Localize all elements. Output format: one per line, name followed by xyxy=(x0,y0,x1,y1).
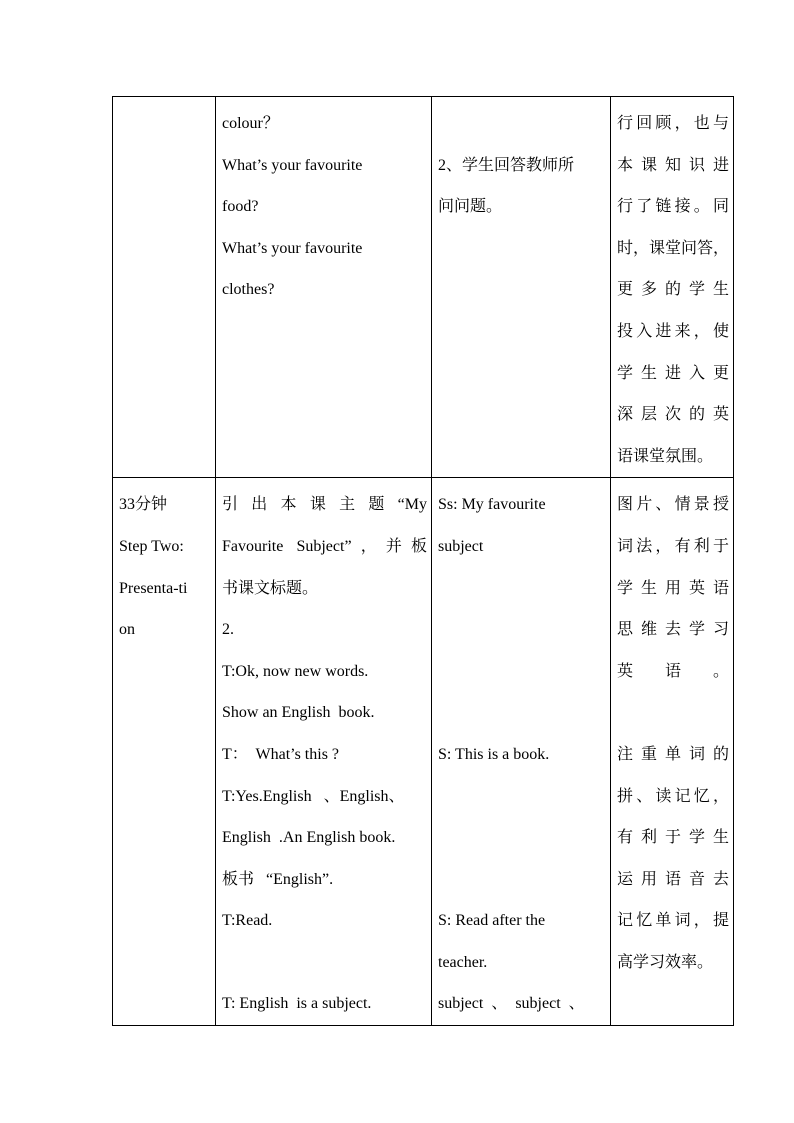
teacher-activity-cell xyxy=(216,97,432,478)
cell-text-line: 深层次的英 xyxy=(617,406,729,424)
cell-text-line: 行回顾，也与 xyxy=(617,115,729,132)
cell-text-line: 板书 “English”. xyxy=(222,870,334,888)
cell-text-line xyxy=(438,776,606,818)
cell-text-line: T:Yes.English 、English、 xyxy=(222,787,405,805)
cell-text-line: 英语。 xyxy=(617,662,729,680)
cell-text-line: 拼、读记忆， xyxy=(617,787,729,805)
cell-text-line: Show an English book. xyxy=(222,704,375,722)
cell-text-line: teacher. xyxy=(438,953,488,971)
cell-text-line: What’s your favourite xyxy=(222,156,363,174)
cell-text-line: S: This is a book. xyxy=(438,745,550,763)
cell-text-line xyxy=(438,568,606,610)
cell-text-line: food? xyxy=(222,198,259,216)
cell-text-line: on xyxy=(119,621,135,639)
table-row xyxy=(113,478,734,1026)
cell-text-line: subject xyxy=(438,537,484,555)
cell-text-line: 2、学生回答教师所 xyxy=(438,156,575,174)
cell-text-line: T： What’s this ? xyxy=(222,745,340,763)
cell-text-line: colour？ xyxy=(222,115,279,132)
cell-text-line: 书课文标题。 xyxy=(222,579,319,597)
cell-text-line: Ss: My favourite xyxy=(438,496,546,514)
design-intent-cell xyxy=(611,478,734,1026)
table-row xyxy=(113,97,734,478)
cell-text-line: 学生用英语 xyxy=(617,579,729,597)
cell-text-line: What’s your favourite xyxy=(222,239,363,257)
cell-text-line xyxy=(438,859,606,901)
cell-text-line: 问问题。 xyxy=(438,198,503,216)
cell-text-line xyxy=(438,609,606,651)
cell-text-line: 记忆单词，提 xyxy=(617,912,729,930)
cell-text-line: 高学习效率。 xyxy=(617,953,714,971)
cell-text-line: 投入进来，使 xyxy=(617,322,729,340)
cell-text-line: 本课知识进 xyxy=(617,156,729,174)
cell-text-line xyxy=(617,692,729,734)
cell-text-line: 有利于学生 xyxy=(617,829,729,847)
cell-text-line xyxy=(222,942,427,984)
cell-text-line: 语课堂氛围。 xyxy=(617,447,714,465)
cell-text-line: 思维去学习 xyxy=(617,621,729,639)
cell-text-line: 词法，有利于 xyxy=(617,537,729,555)
cell-text-line: S: Read after the xyxy=(438,912,546,930)
lesson-plan-table xyxy=(112,96,734,1026)
cell-text-line: Favourite Subject”，并板 xyxy=(222,537,427,555)
cell-text-line: 时，课堂问答， xyxy=(617,239,730,257)
cell-text-line: 引 出 本 课 主 题 “My xyxy=(222,496,427,514)
cell-text-line xyxy=(438,651,606,693)
cell-text-line: 2. xyxy=(222,621,234,639)
time-step-cell xyxy=(113,97,216,478)
cell-text-line: clothes? xyxy=(222,281,275,299)
cell-text-line: 运用语音去 xyxy=(617,870,729,888)
cell-text-line: T:Read. xyxy=(222,912,273,930)
cell-text-line: T: English is a subject. xyxy=(222,995,372,1013)
cell-text-line: Presenta-ti xyxy=(119,579,188,597)
cell-text-line xyxy=(438,103,606,145)
cell-text-line: 学生进入更 xyxy=(617,364,729,382)
cell-text-line xyxy=(438,817,606,859)
cell-text-line: 行了链接。同 xyxy=(617,198,729,216)
cell-text-line: 图片、情景授 xyxy=(617,496,729,514)
time-step-cell xyxy=(113,478,216,1026)
cell-text-line: Step Two: xyxy=(119,537,184,555)
cell-text-line: subject 、 subject 、 xyxy=(438,995,585,1013)
cell-text-line: English .An English book. xyxy=(222,829,396,847)
design-intent-cell xyxy=(611,97,734,478)
cell-text-line: T:Ok, now new words. xyxy=(222,662,369,680)
student-activity-cell xyxy=(432,478,611,1026)
teacher-activity-cell xyxy=(216,478,432,1026)
cell-text-line xyxy=(438,692,606,734)
student-activity-cell xyxy=(432,97,611,478)
cell-text-line: 33分钟 xyxy=(119,496,168,514)
cell-text-line: 更多的学生 xyxy=(617,281,729,299)
cell-text-line: 注重单词的 xyxy=(617,745,729,763)
